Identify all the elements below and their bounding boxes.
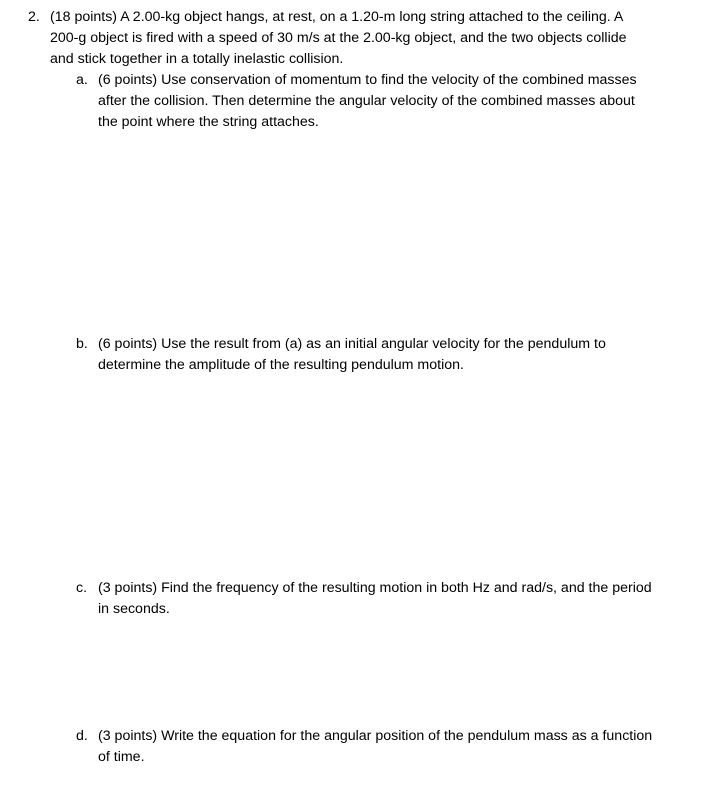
part-c-letter: c. <box>76 580 88 596</box>
part-b-letter: b. <box>76 336 88 352</box>
part-a-letter: a. <box>76 72 88 88</box>
part-c-text: (3 points) Find the frequency of the resulting motion in both Hz and rad/s, and the period in seconds. <box>98 580 652 617</box>
part-d-letter: d. <box>76 728 88 744</box>
problem-number: 2. <box>28 9 40 25</box>
part-a-text: (6 points) Use conservation of momentum to find the velocity of the combined masses after the collision. Then determine the angular velocity of the combined masses about the point where the string attaches. <box>98 72 637 130</box>
part-b-text: (6 points) Use the result from (a) as an initial angular velocity for the pendulum to determine the amplitude of the resulting pendulum motion. <box>98 336 606 373</box>
problem-statement: (18 points) A 2.00-kg object hangs, at rest, on a 1.20-m long string attached to the ceiling. A 200-g object is fired with a speed of 30 m/s at the 2.00-kg object, and the two objects collide and stick together in a totally inelastic collision. <box>50 9 627 67</box>
part-d-text: (3 points) Write the equation for the angular position of the pendulum mass as a function of time. <box>98 728 653 765</box>
